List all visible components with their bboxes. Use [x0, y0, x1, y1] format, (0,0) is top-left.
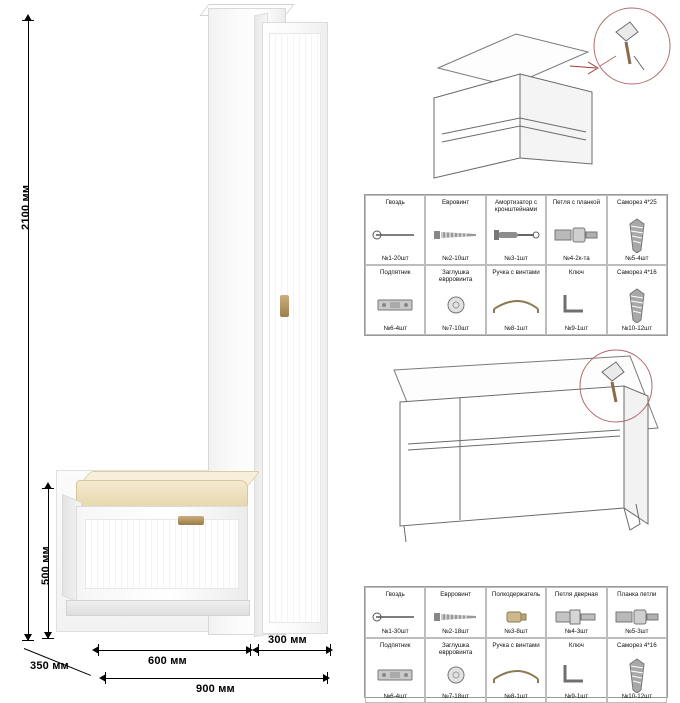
part-quantity: №3-8шт — [504, 628, 528, 635]
bench — [58, 480, 258, 630]
dimension-tick-total-right — [327, 672, 328, 684]
part-title: Подпятник — [379, 269, 411, 276]
part-cell--10-12шт — [607, 265, 667, 335]
part-cell--9-1шт — [546, 265, 606, 335]
part-cell--8-1шт — [486, 265, 546, 335]
part-title: Заглушка еврровинта — [438, 269, 473, 284]
part-quantity: №6-4шт — [383, 693, 407, 700]
part-title: Саморез 4*25 — [616, 199, 657, 206]
part-title: Амортизатор с кронштейнами — [494, 199, 538, 214]
parts-table-top — [364, 194, 668, 336]
part-title: Ключ — [568, 269, 584, 276]
parts-table-bottom — [364, 586, 668, 698]
part-title: Полкодержатель — [491, 591, 541, 598]
part-cell--7-10шт — [425, 265, 485, 335]
part-title: Евровинт — [441, 199, 470, 206]
bench-plinth — [66, 600, 250, 616]
foot-pad-icon — [367, 657, 423, 693]
part-cell--5-3шт — [607, 587, 667, 638]
part-quantity: №5-4шт — [625, 255, 649, 262]
part-title: Петля дверная — [554, 591, 598, 598]
wardrobe-door — [262, 22, 328, 634]
dimension-tick-bench-bottom — [42, 638, 54, 639]
part-title: Планка петли — [617, 591, 657, 598]
part-cell--6-4шт — [365, 265, 425, 335]
nail-icon — [367, 606, 423, 628]
part-quantity: №9-1шт — [564, 693, 589, 700]
part-quantity: №2-10шт — [442, 255, 469, 262]
dimension-tick-top — [22, 20, 34, 21]
nail-icon — [367, 214, 423, 255]
part-quantity: №4-3шт — [564, 628, 589, 635]
part-title: Подпятник — [379, 642, 411, 649]
part-quantity: №1-30шт — [381, 628, 409, 635]
bench-assembly-diagram — [420, 6, 675, 181]
part-quantity: №7-18шт — [442, 693, 469, 700]
dimension-label-depth: 350 мм — [30, 660, 69, 672]
part-title: Заглушка еврровинта — [438, 642, 473, 657]
part-cell--10-12шт — [607, 638, 667, 703]
part-quantity: №5-3шт — [625, 628, 649, 635]
part-cell--2-18шт — [425, 587, 485, 638]
part-cell--1-20шт — [365, 195, 425, 265]
handle-icon — [488, 284, 544, 325]
part-cell--4-3шт — [546, 587, 606, 638]
part-cell--4-2к-та — [546, 195, 606, 265]
dimension-label-bench-height: 500 мм — [40, 546, 52, 585]
top-panel-assembly-diagram — [380, 348, 670, 578]
part-cell--2-10шт — [425, 195, 485, 265]
part-title: Еврровинт — [440, 591, 471, 598]
dimension-line-total-height — [28, 20, 29, 640]
dimension-tick-wardrobe-right — [330, 644, 331, 656]
part-quantity: №10-12шт — [621, 693, 652, 700]
dimension-label-wardrobe-width: 300 мм — [268, 634, 307, 646]
part-quantity: №1-20шт — [381, 255, 409, 262]
dimension-label-bench-width: 600 мм — [148, 655, 187, 667]
part-cell--5-4шт — [607, 195, 667, 265]
part-quantity: №8-1шт — [504, 325, 528, 332]
part-cell--8-1шт — [486, 638, 546, 703]
part-title: Гвоздь — [385, 591, 405, 598]
part-title: Ручка с винтами — [492, 642, 540, 649]
screw-icon — [609, 284, 665, 325]
part-quantity: №4-2к-та — [563, 255, 590, 262]
bench-front-panel — [76, 506, 248, 604]
furniture-illustration — [18, 0, 358, 700]
gas-lift-icon — [488, 214, 544, 255]
dimension-label-total-width: 900 мм — [196, 683, 235, 695]
part-title: Ключ — [568, 642, 584, 649]
part-quantity: №9-1шт — [564, 325, 589, 332]
bench-handle — [178, 516, 204, 525]
wardrobe-door-handle — [280, 295, 289, 317]
screw-icon — [609, 657, 665, 693]
confirmat-screw-icon — [427, 606, 483, 628]
part-quantity: №7-10шт — [442, 325, 469, 332]
part-title: Петля с планкой — [552, 199, 601, 206]
part-cell--7-18шт — [425, 638, 485, 703]
door-hinge-icon — [548, 606, 604, 628]
dimension-tick-bench-w-right — [250, 644, 251, 656]
shelf-support-icon — [488, 606, 544, 628]
confirmat-screw-icon — [427, 214, 483, 255]
part-title: Саморез 4*16 — [616, 269, 657, 276]
part-title: Гвоздь — [385, 199, 405, 206]
part-cell--6-4шт — [365, 638, 425, 703]
part-quantity: №8-1шт — [504, 693, 528, 700]
dimension-tick-wardrobe-left — [258, 644, 259, 656]
part-cell--9-1шт — [546, 638, 606, 703]
part-quantity: №6-4шт — [383, 325, 407, 332]
dimension-tick-bench-w-left — [98, 644, 99, 656]
dimension-tick-bottom — [22, 640, 34, 641]
foot-pad-icon — [367, 284, 423, 325]
part-title: Саморез 4*16 — [616, 642, 657, 649]
screw-icon — [609, 214, 665, 255]
handle-icon — [488, 657, 544, 693]
dimension-tick-total-left — [105, 672, 106, 684]
dimension-line-wardrobe-width — [258, 650, 330, 651]
dimension-tick-bench-top — [42, 488, 54, 489]
cap-icon — [427, 657, 483, 693]
dimension-line-total-width — [105, 678, 327, 679]
part-quantity: №2-18шт — [442, 628, 469, 635]
hinge-plate-icon — [609, 606, 665, 628]
part-quantity: №10-12шт — [621, 325, 652, 332]
dimension-label-total-height: 2100 мм — [20, 184, 32, 230]
allen-key-icon — [548, 657, 604, 693]
dimension-line-bench-width — [98, 650, 250, 651]
bench-seat-cushion — [76, 480, 248, 508]
part-title: Ручка с винтами — [492, 269, 540, 276]
cap-icon — [427, 284, 483, 325]
part-quantity: №3-1шт — [504, 255, 528, 262]
part-cell--3-1шт — [486, 195, 546, 265]
allen-key-icon — [548, 284, 604, 325]
hinge-plate-icon — [548, 214, 604, 255]
part-cell--1-30шт — [365, 587, 425, 638]
part-cell--3-8шт — [486, 587, 546, 638]
